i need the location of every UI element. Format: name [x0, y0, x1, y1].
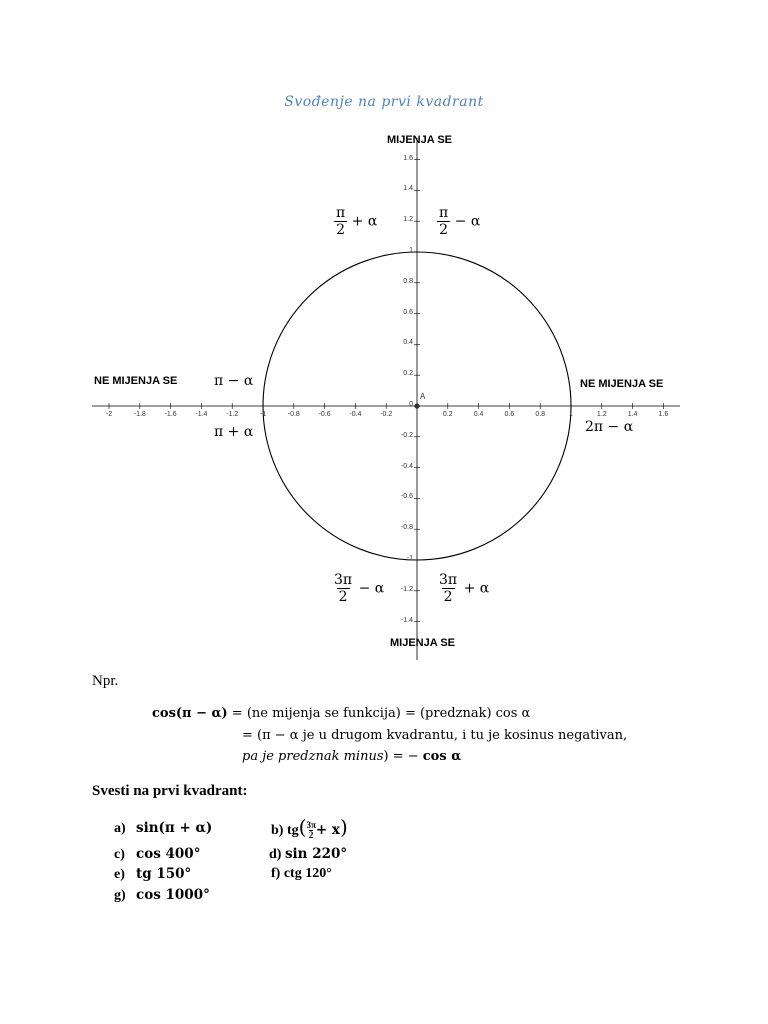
y-tick-label: -0.8 [400, 524, 413, 532]
x-tick-label: -0.2 [380, 411, 393, 418]
example-line-1: cos(π − α) = (ne mijenja se funkcija) = (predznak) cos α [152, 706, 531, 721]
x-tick-label: -1.8 [133, 411, 146, 418]
q2-left-expression: π − α [214, 373, 254, 389]
x-tick-label: -1 [259, 411, 267, 418]
x-tick-label: 0.8 [535, 411, 546, 418]
origin-label: A [420, 392, 426, 401]
x-tick-label: -0.6 [318, 411, 331, 418]
origin-point [414, 403, 419, 408]
y-tick-label: 1.6 [403, 154, 413, 162]
x-tick-label: 1.2 [596, 411, 607, 418]
x-tick-label: -0.8 [287, 411, 300, 418]
y-tick-label: -0.2 [400, 431, 413, 439]
task-heading: Svesti na prvi kvadrant: [92, 783, 248, 799]
exercise-g: g) cos 1000° [114, 887, 210, 903]
y-tick-label: -0.6 [400, 493, 413, 501]
y-tick-label: 0.8 [403, 277, 413, 285]
q3-bottom-expression: $\frac{3\pi}{2}$ − α [334, 572, 385, 605]
y-tick-label: 0.6 [403, 308, 413, 316]
x-tick-label: 1.4 [627, 411, 638, 418]
x-tick-label: 1 [569, 411, 573, 418]
x-tick-label: -1.6 [164, 411, 177, 418]
exercise-c: c) cos 400° [114, 846, 201, 862]
y-tick-label: -1 [406, 555, 413, 562]
top-axis-label: MIJENJA SE [387, 134, 453, 146]
exercise-e: e) tg 150° [114, 866, 192, 882]
y-tick-label: -0.4 [400, 462, 413, 470]
y-tick-label: 1.4 [403, 185, 413, 193]
bottom-axis-label: MIJENJA SE [390, 637, 456, 649]
exercise-d: d) sin 220° [269, 846, 348, 862]
exercise-f: f) ctg 120° [271, 866, 332, 881]
exercise-b: b) tg( $\frac{3\pi}{2}$ + x) [271, 815, 348, 841]
y-tick-label: 0.2 [403, 370, 413, 378]
right-axis-label: NE MIJENJA SE [580, 378, 664, 390]
q3-left-expression: π + α [214, 424, 254, 440]
q4-bottom-expression: $\frac{3\pi}{2}$ + α [439, 572, 490, 605]
y-tick-label: 1.2 [403, 216, 413, 224]
q4-right-expression: 2π − α [585, 419, 634, 435]
q1-top-expression: $\frac{\pi}{2}$ − α [439, 205, 481, 238]
y-tick-label: -1.2 [400, 585, 413, 593]
page-title: Svođenje na prvi kvadrant [284, 94, 484, 110]
y-tick-label: 0 [409, 401, 413, 408]
example-line-2: = (π − α je u drugom kvadrantu, i tu je kosinus negativan, [242, 728, 628, 743]
x-tick-label: 0.2 [442, 411, 453, 418]
left-axis-label: NE MIJENJA SE [94, 375, 178, 387]
x-tick-label: -1.4 [195, 411, 208, 418]
exercise-a: a) sin(π + α) [114, 820, 213, 836]
example-line-3: pa je predznak minus) = − cos α [242, 749, 462, 764]
x-tick-label: 1.6 [658, 411, 669, 418]
q2-top-expression: $\frac{\pi}{2}$ + α [336, 205, 378, 238]
x-tick-label: 0.4 [473, 411, 484, 418]
x-tick-label: 0.6 [504, 411, 515, 418]
x-tick-label: -1.2 [226, 411, 239, 418]
y-tick-label: -1.4 [400, 616, 413, 624]
x-tick-label: -0.4 [349, 411, 362, 418]
y-tick-label: 1 [409, 247, 413, 254]
y-tick-label: 0.4 [403, 339, 413, 347]
example-label: Npr. [92, 673, 119, 689]
x-tick-label: -2 [105, 411, 113, 418]
